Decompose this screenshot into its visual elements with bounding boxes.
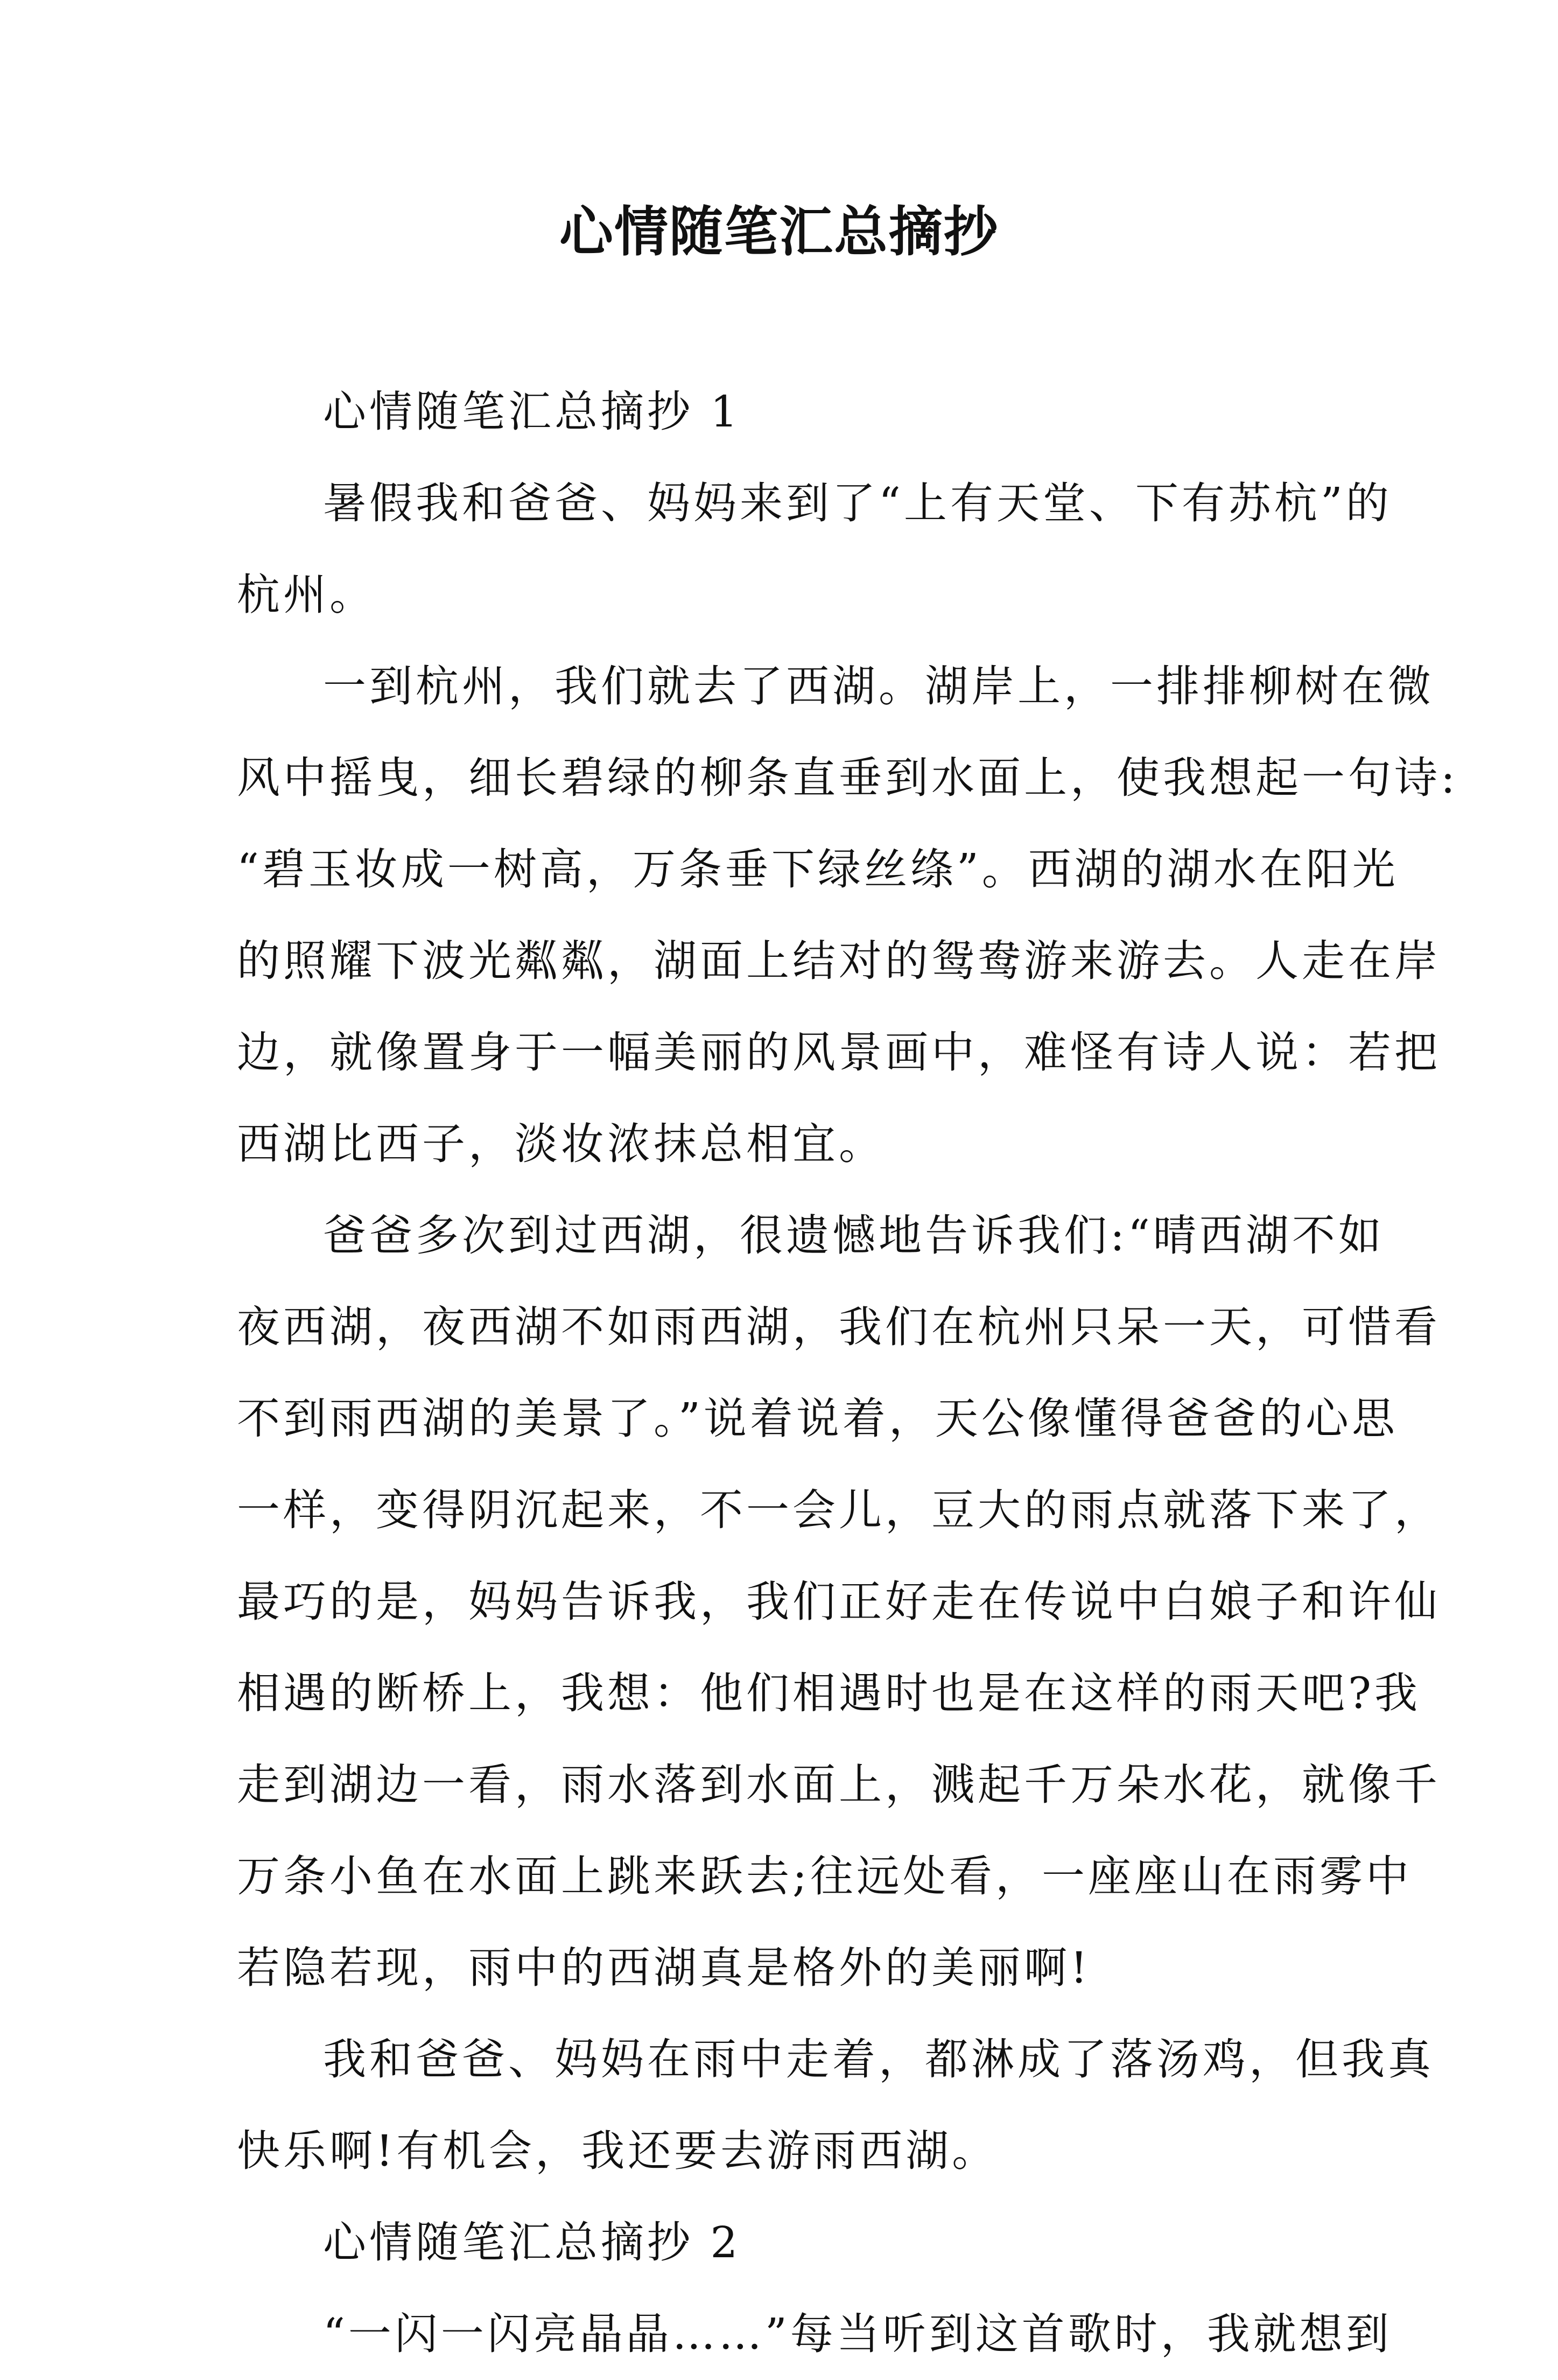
paragraph-line: 风中摇曳，细长碧绿的柳条直垂到水面上，使我想起一句诗:	[237, 753, 1458, 803]
document-title: 心情随笔汇总摘抄	[559, 200, 999, 263]
paragraph-line: 一样，变得阴沉起来，不一会儿，豆大的雨点就落下来了，	[237, 1485, 1441, 1535]
paragraph-line: 万条小鱼在水面上跳来跃去;往远处看，一座座山在雨雾中	[237, 1851, 1412, 1901]
paragraph-line: 最巧的是，妈妈告诉我，我们正好走在传说中白娘子和许仙	[237, 1577, 1441, 1627]
paragraph-line: 不到雨西湖的美景了。”说着说着，天公像懂得爸爸的心思	[237, 1394, 1398, 1444]
paragraph-line: 杭州。	[237, 570, 376, 620]
paragraph-line: 暑假我和爸爸、妈妈来到了“上有天堂、下有苏杭”的	[323, 478, 1392, 528]
document-body	[237, 366, 1458, 2380]
paragraph-line: 一到杭州，我们就去了西湖。湖岸上，一排排柳树在微	[323, 661, 1434, 711]
paragraph-line: 夜西湖，夜西湖不如雨西湖，我们在杭州只呆一天，可惜看	[237, 1302, 1441, 1352]
paragraph-line: 爸爸多次到过西湖，很遗憾地告诉我们:“晴西湖不如	[323, 1210, 1385, 1261]
paragraph-line: 的照耀下波光粼粼，湖面上结对的鸳鸯游来游去。人走在岸	[237, 936, 1441, 986]
paragraph-line: 我和爸爸、妈妈在雨中走着，都淋成了落汤鸡，但我真	[323, 2034, 1434, 2084]
section-heading: 心情随笔汇总摘抄 2	[323, 2217, 741, 2267]
paragraph-line: 若隐若现，雨中的西湖真是格外的美丽啊!	[237, 1943, 1091, 1993]
paragraph-line: “碧玉妆成一树高，万条垂下绿丝绦”。西湖的湖水在阳光	[237, 844, 1399, 894]
paragraph-line: 快乐啊!有机会，我还要去游雨西湖。	[237, 2126, 999, 2176]
section-heading: 心情随笔汇总摘抄 1	[323, 387, 741, 437]
paragraph-line: 边，就像置身于一幅美丽的风景画中，难怪有诗人说：若把	[237, 1027, 1441, 1077]
paragraph-line: “一闪一闪亮晶晶……”每当听到这首歌时，我就想到	[323, 2309, 1392, 2359]
paragraph-line: 西湖比西子，淡妆浓抹总相宜。	[237, 1119, 885, 1169]
paragraph-line: 走到湖边一看，雨水落到水面上，溅起千万朵水花，就像千	[237, 1760, 1441, 1810]
paragraph-line: 相遇的断桥上，我想：他们相遇时也是在这样的雨天吧?我	[237, 1668, 1421, 1718]
